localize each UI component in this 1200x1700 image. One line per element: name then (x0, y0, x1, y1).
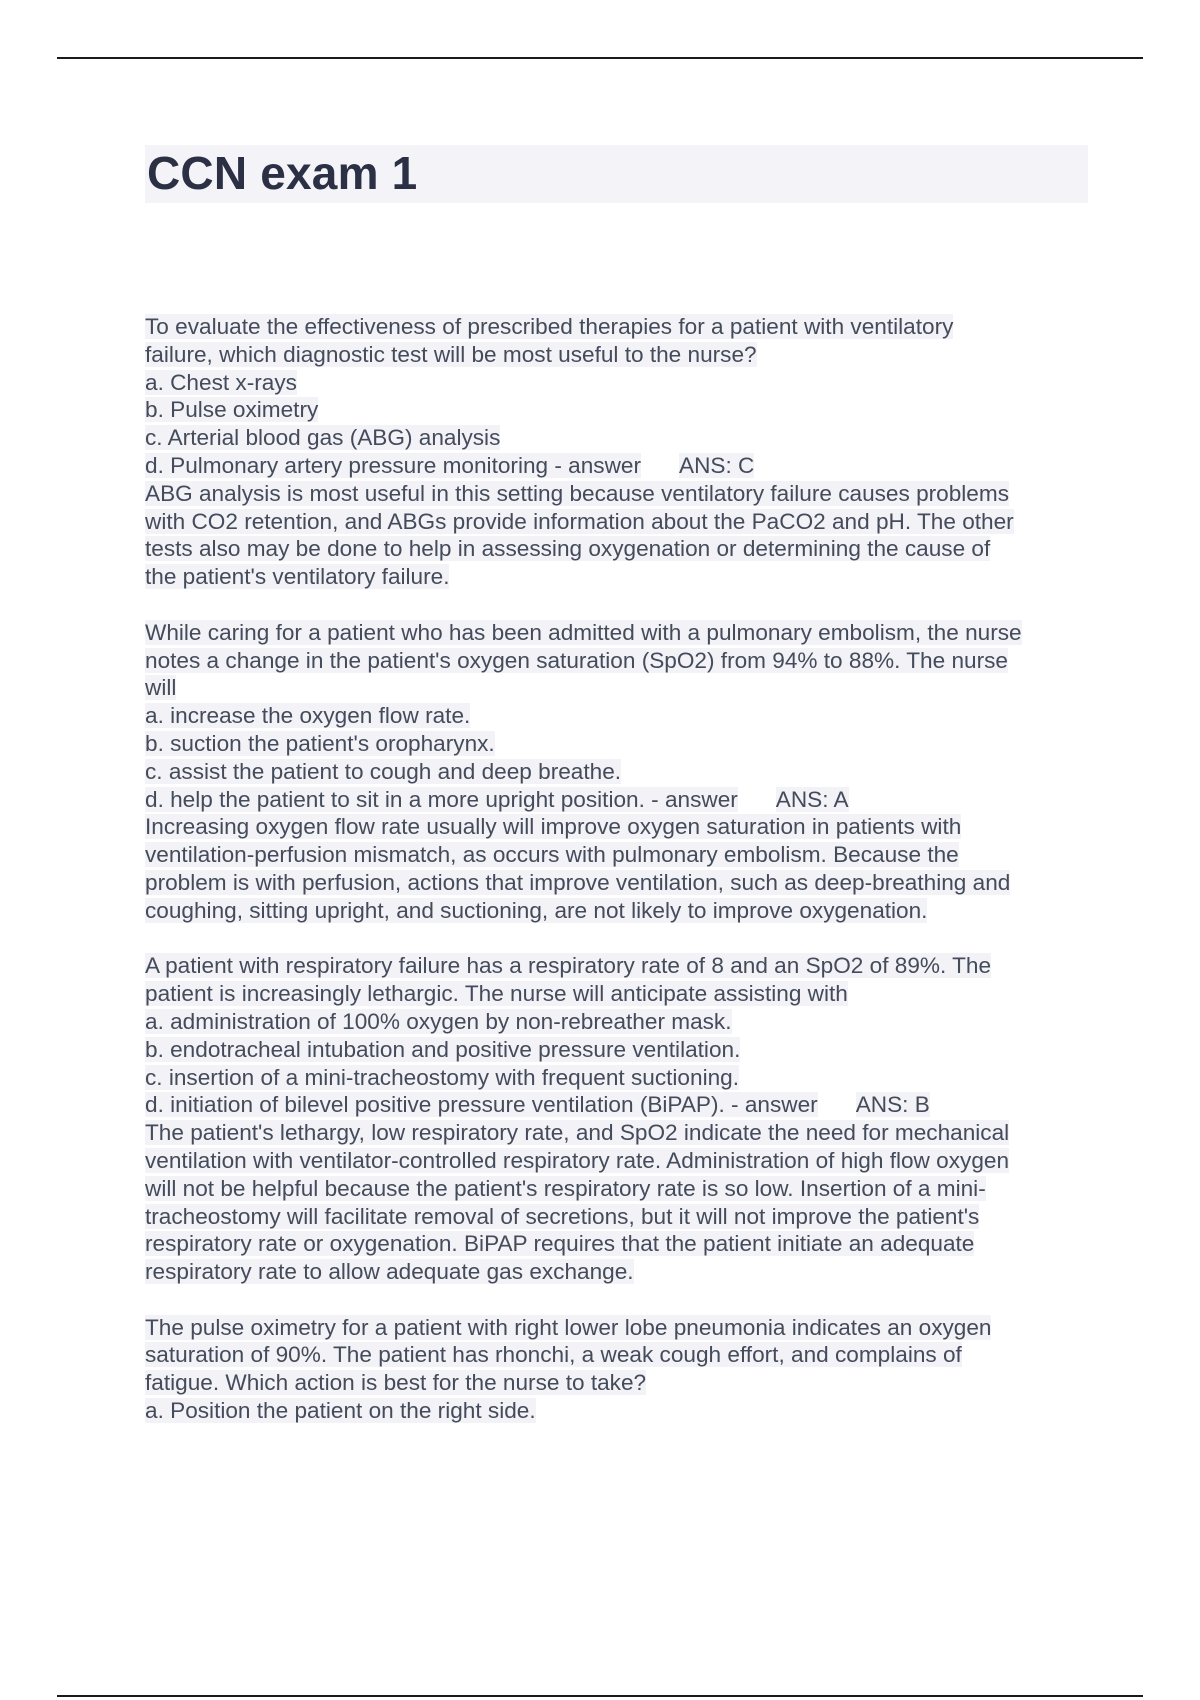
rationale-line: The patient's lethargy, low respiratory rate, and SpO2 indicate the need for mechanical (145, 1120, 1010, 1146)
question-line: To evaluate the effectiveness of prescribed therapies for a patient with ventilatory (145, 314, 954, 339)
question-line: failure, which diagnostic test will be most useful to the nurse? (145, 341, 757, 367)
question-line: notes a change in the patient's oxygen saturation (SpO2) from 94% to 88%. The nurse (145, 647, 1008, 673)
rationale-line: ABG analysis is most useful in this setting because ventilatory failure causes problems (145, 480, 1009, 506)
document-body (145, 313, 1095, 1425)
rationale-line: problem is with perfusion, actions that improve ventilation, such as deep-breathing and (145, 869, 1011, 895)
answer-key: ANS: B (855, 1092, 930, 1118)
rationale-line: respiratory rate or oxygenation. BiPAP requires that the patient initiate an adequate (145, 1231, 975, 1257)
bottom-rule (57, 1695, 1143, 1697)
option-line: a. Chest x-rays (145, 369, 297, 395)
question-line: fatigue. Which action is best for the nurse to take? (145, 1370, 647, 1396)
question-line: saturation of 90%. The patient has rhonchi, a weak cough effort, and complains of (145, 1342, 962, 1368)
option-line: c. assist the patient to cough and deep breathe. (145, 758, 622, 784)
option-line: b. endotracheal intubation and positive pressure ventilation. (145, 1036, 741, 1062)
option-answer-line: d. initiation of bilevel positive pressure ventilation (BiPAP). - answer ANS: B (145, 1092, 930, 1118)
option-line: b. suction the patient's oropharynx. (145, 730, 495, 756)
rationale-line: tests also may be done to help in assessing oxygenation or determining the cause of (145, 536, 991, 562)
option-line: b. Pulse oximetry (145, 397, 319, 423)
option-line: a. administration of 100% oxygen by non-rebreather mask. (145, 1008, 732, 1034)
question-line: A patient with respiratory failure has a respiratory rate of 8 and an SpO2 of 89%. The (145, 953, 992, 979)
option-answer-line: d. Pulmonary artery pressure monitoring - answer ANS: C (145, 452, 755, 478)
rationale-line: respiratory rate to allow adequate gas exchange. (145, 1259, 634, 1285)
spacer (145, 1286, 1095, 1314)
answer-key: ANS: C (679, 452, 755, 478)
rationale-line: ventilation with ventilator-controlled respiratory rate. Administration of high flow oxygen (145, 1147, 1010, 1173)
spacer (145, 925, 1095, 953)
question-block (145, 619, 1095, 925)
rationale-line: with CO2 retention, and ABGs provide information about the PaCO2 and pH. The other (145, 508, 1014, 534)
spacer (145, 591, 1095, 619)
page-title: CCN exam 1 (147, 147, 418, 199)
question-block (145, 313, 1095, 591)
question-block (145, 952, 1095, 1286)
question-line: will (145, 675, 177, 701)
option-line: c. insertion of a mini-tracheostomy with frequent suctioning. (145, 1064, 739, 1090)
question-line: patient is increasingly lethargic. The nurse will anticipate assisting with (145, 981, 848, 1007)
rationale-line: coughing, sitting upright, and suctioning, are not likely to improve oxygenation. (145, 897, 928, 923)
option-line: a. increase the oxygen flow rate. (145, 703, 471, 729)
rationale-line: Increasing oxygen flow rate usually will improve oxygen saturation in patients with (145, 814, 962, 840)
question-line: While caring for a patient who has been admitted with a pulmonary embolism, the nurse (145, 619, 1022, 645)
option-line: a. Position the patient on the right side. (145, 1398, 536, 1424)
answer-key: ANS: A (775, 786, 849, 812)
rationale-line: will not be helpful because the patient's respiratory rate is so low. Insertion of a mini- (145, 1175, 986, 1201)
rationale-line: ventilation-perfusion mismatch, as occurs with pulmonary embolism. Because the (145, 842, 959, 868)
top-rule (57, 57, 1143, 59)
option-line: c. Arterial blood gas (ABG) analysis (145, 425, 501, 451)
option-answer-line: d. help the patient to sit in a more upright position. - answer ANS: A (145, 786, 849, 812)
rationale-line: tracheostomy will facilitate removal of secretions, but it will not improve the patient's (145, 1203, 980, 1229)
question-line: The pulse oximetry for a patient with right lower lobe pneumonia indicates an oxygen (145, 1314, 992, 1340)
rationale-line: the patient's ventilatory failure. (145, 564, 450, 590)
question-block (145, 1314, 1095, 1425)
